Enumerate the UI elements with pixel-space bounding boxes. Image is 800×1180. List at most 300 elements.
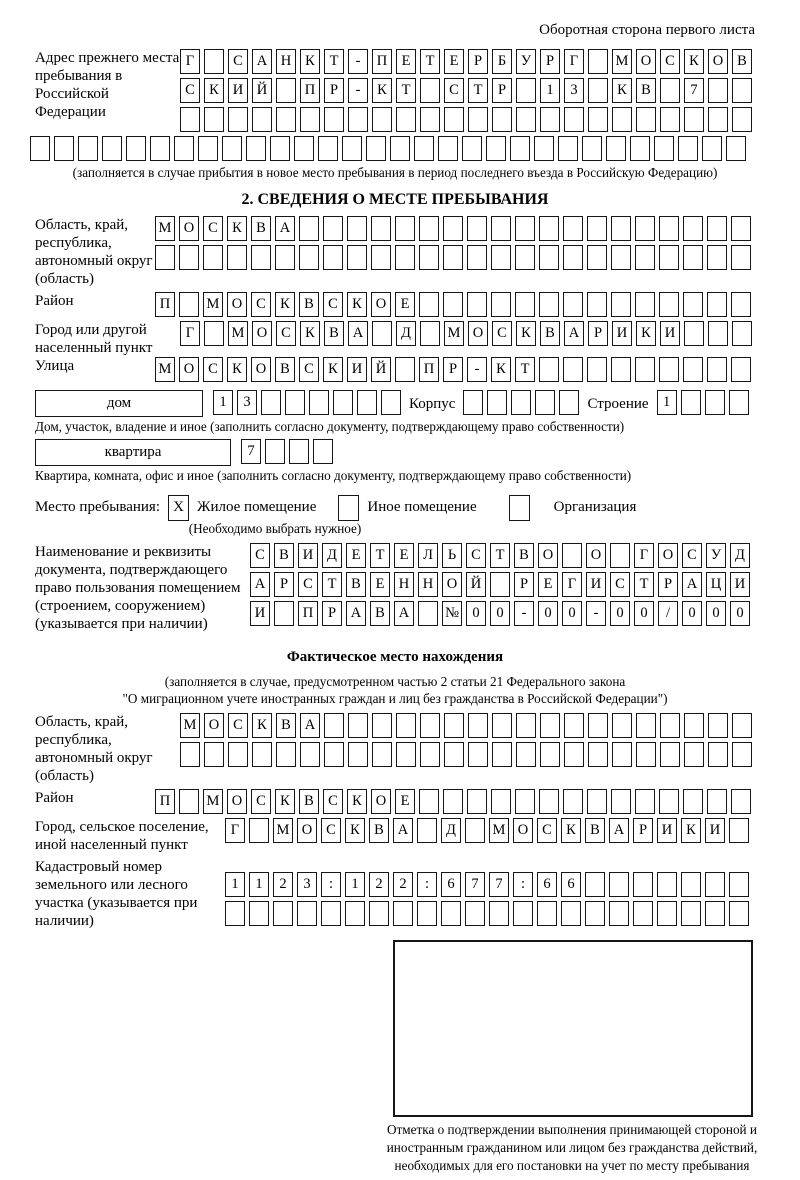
char-box[interactable]	[534, 136, 554, 161]
char-box[interactable]: К	[491, 357, 511, 382]
char-box[interactable]	[657, 872, 677, 897]
char-box[interactable]	[659, 789, 679, 814]
char-box[interactable]: К	[252, 713, 272, 738]
char-box[interactable]: Р	[633, 818, 653, 843]
char-box[interactable]: 2	[273, 872, 293, 897]
char-box[interactable]: С	[228, 49, 248, 74]
char-box[interactable]	[468, 713, 488, 738]
char-box[interactable]	[636, 713, 656, 738]
char-box[interactable]: В	[251, 216, 271, 241]
char-box[interactable]: Л	[418, 543, 438, 568]
char-box[interactable]	[707, 357, 727, 382]
char-box[interactable]	[708, 321, 728, 346]
char-box[interactable]	[414, 136, 434, 161]
char-box[interactable]: 0	[634, 601, 654, 626]
char-box[interactable]: М	[180, 713, 200, 738]
char-box[interactable]: Т	[468, 78, 488, 103]
char-box[interactable]	[563, 216, 583, 241]
char-box[interactable]: А	[393, 818, 413, 843]
char-box[interactable]	[150, 136, 170, 161]
char-box[interactable]: В	[370, 601, 390, 626]
char-box[interactable]	[318, 136, 338, 161]
char-box[interactable]	[559, 390, 579, 415]
char-box[interactable]	[659, 357, 679, 382]
char-box[interactable]	[347, 245, 367, 270]
char-box[interactable]: К	[227, 357, 247, 382]
char-box[interactable]: В	[732, 49, 752, 74]
char-box[interactable]	[582, 136, 602, 161]
char-box[interactable]: К	[345, 818, 365, 843]
char-box[interactable]: О	[708, 49, 728, 74]
char-box[interactable]: Н	[418, 572, 438, 597]
char-box[interactable]	[729, 872, 749, 897]
char-box[interactable]: А	[250, 572, 270, 597]
char-box[interactable]	[563, 292, 583, 317]
char-box[interactable]	[324, 107, 344, 132]
char-box[interactable]	[684, 321, 704, 346]
char-box[interactable]: У	[706, 543, 726, 568]
char-box[interactable]	[587, 245, 607, 270]
char-box[interactable]	[708, 713, 728, 738]
char-box[interactable]: В	[369, 818, 389, 843]
char-box[interactable]	[588, 49, 608, 74]
char-box[interactable]	[366, 136, 386, 161]
char-box[interactable]	[635, 216, 655, 241]
char-box[interactable]: И	[612, 321, 632, 346]
char-box[interactable]: В	[346, 572, 366, 597]
char-box[interactable]: Ь	[442, 543, 462, 568]
char-box[interactable]: Г	[225, 818, 245, 843]
char-box[interactable]	[636, 742, 656, 767]
char-box[interactable]	[468, 107, 488, 132]
char-box[interactable]: Р	[274, 572, 294, 597]
char-box[interactable]: О	[513, 818, 533, 843]
char-box[interactable]: П	[298, 601, 318, 626]
char-box[interactable]	[251, 245, 271, 270]
char-box[interactable]	[420, 107, 440, 132]
char-box[interactable]: С	[682, 543, 702, 568]
char-box[interactable]: М	[203, 789, 223, 814]
char-box[interactable]	[708, 742, 728, 767]
char-box[interactable]	[611, 357, 631, 382]
char-box[interactable]: Т	[324, 49, 344, 74]
char-box[interactable]: Н	[276, 49, 296, 74]
char-box[interactable]: Т	[370, 543, 390, 568]
char-box[interactable]	[372, 713, 392, 738]
char-box[interactable]	[513, 901, 533, 926]
char-box[interactable]: 0	[466, 601, 486, 626]
char-box[interactable]	[54, 136, 74, 161]
char-box[interactable]: 6	[537, 872, 557, 897]
char-box[interactable]: И	[228, 78, 248, 103]
char-box[interactable]	[563, 357, 583, 382]
char-box[interactable]	[443, 292, 463, 317]
char-box[interactable]	[660, 742, 680, 767]
char-box[interactable]	[419, 245, 439, 270]
char-box[interactable]	[300, 742, 320, 767]
char-box[interactable]	[612, 107, 632, 132]
char-box[interactable]: О	[371, 789, 391, 814]
char-box[interactable]: А	[252, 49, 272, 74]
char-box[interactable]	[465, 901, 485, 926]
char-box[interactable]	[174, 136, 194, 161]
char-box[interactable]	[684, 107, 704, 132]
char-box[interactable]: П	[419, 357, 439, 382]
char-box[interactable]	[683, 245, 703, 270]
char-box[interactable]	[348, 742, 368, 767]
char-box[interactable]: С	[203, 357, 223, 382]
char-box[interactable]: Ц	[706, 572, 726, 597]
char-box[interactable]: П	[155, 789, 175, 814]
char-box[interactable]: С	[180, 78, 200, 103]
char-box[interactable]: С	[203, 216, 223, 241]
char-box[interactable]: 1	[213, 390, 233, 415]
char-box[interactable]	[487, 390, 507, 415]
char-box[interactable]: 3	[564, 78, 584, 103]
char-box[interactable]	[729, 390, 749, 415]
char-box[interactable]: 1	[249, 872, 269, 897]
char-box[interactable]	[539, 357, 559, 382]
char-box[interactable]	[630, 136, 650, 161]
char-box[interactable]: К	[275, 789, 295, 814]
char-box[interactable]: С	[610, 572, 630, 597]
stay-type-checkbox-organization[interactable]	[509, 495, 530, 521]
char-box[interactable]	[708, 78, 728, 103]
char-box[interactable]	[486, 136, 506, 161]
char-box[interactable]: Р	[540, 49, 560, 74]
char-box[interactable]: В	[299, 292, 319, 317]
char-box[interactable]: Г	[564, 49, 584, 74]
char-box[interactable]: И	[730, 572, 750, 597]
char-box[interactable]	[393, 901, 413, 926]
char-box[interactable]	[587, 789, 607, 814]
char-box[interactable]: С	[298, 572, 318, 597]
char-box[interactable]: 0	[538, 601, 558, 626]
char-box[interactable]	[323, 216, 343, 241]
char-box[interactable]	[732, 107, 752, 132]
char-box[interactable]: М	[155, 357, 175, 382]
char-box[interactable]: К	[636, 321, 656, 346]
char-box[interactable]	[587, 216, 607, 241]
char-box[interactable]: 1	[345, 872, 365, 897]
char-box[interactable]	[660, 107, 680, 132]
char-box[interactable]	[585, 872, 605, 897]
char-box[interactable]	[635, 292, 655, 317]
char-box[interactable]: Т	[396, 78, 416, 103]
char-box[interactable]: 7	[465, 872, 485, 897]
char-box[interactable]	[659, 245, 679, 270]
char-box[interactable]	[342, 136, 362, 161]
char-box[interactable]	[204, 742, 224, 767]
char-box[interactable]: С	[251, 789, 271, 814]
char-box[interactable]: И	[586, 572, 606, 597]
char-box[interactable]	[537, 901, 557, 926]
char-box[interactable]	[441, 901, 461, 926]
char-box[interactable]	[467, 216, 487, 241]
char-box[interactable]	[444, 713, 464, 738]
char-box[interactable]: К	[372, 78, 392, 103]
char-box[interactable]	[564, 713, 584, 738]
char-box[interactable]	[705, 901, 725, 926]
char-box[interactable]	[395, 216, 415, 241]
char-box[interactable]	[732, 321, 752, 346]
char-box[interactable]	[732, 78, 752, 103]
char-box[interactable]: С	[276, 321, 296, 346]
char-box[interactable]	[492, 107, 512, 132]
char-box[interactable]	[395, 245, 415, 270]
char-box[interactable]: :	[321, 872, 341, 897]
char-box[interactable]	[274, 601, 294, 626]
char-box[interactable]	[417, 901, 437, 926]
char-box[interactable]	[396, 107, 416, 132]
char-box[interactable]	[357, 390, 377, 415]
char-box[interactable]	[707, 245, 727, 270]
char-box[interactable]	[731, 789, 751, 814]
char-box[interactable]	[261, 390, 281, 415]
char-box[interactable]	[707, 789, 727, 814]
char-box[interactable]	[180, 107, 200, 132]
char-box[interactable]	[539, 216, 559, 241]
char-box[interactable]	[515, 292, 535, 317]
char-box[interactable]: :	[417, 872, 437, 897]
char-box[interactable]	[467, 789, 487, 814]
char-box[interactable]: Р	[514, 572, 534, 597]
char-box[interactable]	[491, 789, 511, 814]
char-box[interactable]	[324, 742, 344, 767]
char-box[interactable]	[179, 292, 199, 317]
char-box[interactable]	[396, 713, 416, 738]
char-box[interactable]	[562, 543, 582, 568]
char-box[interactable]: 0	[490, 601, 510, 626]
char-box[interactable]	[321, 901, 341, 926]
char-box[interactable]	[708, 107, 728, 132]
char-box[interactable]: М	[228, 321, 248, 346]
char-box[interactable]	[683, 216, 703, 241]
char-box[interactable]: Е	[395, 292, 415, 317]
char-box[interactable]	[333, 390, 353, 415]
char-box[interactable]	[348, 107, 368, 132]
char-box[interactable]	[179, 245, 199, 270]
char-box[interactable]	[635, 789, 655, 814]
char-box[interactable]: О	[658, 543, 678, 568]
char-box[interactable]	[347, 216, 367, 241]
char-box[interactable]: О	[586, 543, 606, 568]
char-box[interactable]	[611, 216, 631, 241]
char-box[interactable]	[612, 742, 632, 767]
char-box[interactable]	[705, 390, 725, 415]
char-box[interactable]: С	[321, 818, 341, 843]
char-box[interactable]	[535, 390, 555, 415]
char-box[interactable]: 7	[684, 78, 704, 103]
char-box[interactable]	[227, 245, 247, 270]
char-box[interactable]: Й	[371, 357, 391, 382]
char-box[interactable]: 0	[706, 601, 726, 626]
char-box[interactable]: Т	[490, 543, 510, 568]
char-box[interactable]	[228, 107, 248, 132]
char-box[interactable]	[78, 136, 98, 161]
char-box[interactable]: С	[299, 357, 319, 382]
char-box[interactable]	[585, 901, 605, 926]
char-box[interactable]	[609, 872, 629, 897]
char-box[interactable]	[372, 107, 392, 132]
char-box[interactable]	[587, 292, 607, 317]
char-box[interactable]	[515, 245, 535, 270]
char-box[interactable]: Д	[730, 543, 750, 568]
char-box[interactable]	[633, 872, 653, 897]
char-box[interactable]: И	[705, 818, 725, 843]
char-box[interactable]: И	[660, 321, 680, 346]
char-box[interactable]: Д	[441, 818, 461, 843]
char-box[interactable]: В	[636, 78, 656, 103]
char-box[interactable]	[683, 292, 703, 317]
char-box[interactable]: 1	[540, 78, 560, 103]
char-box[interactable]	[606, 136, 626, 161]
char-box[interactable]	[443, 789, 463, 814]
char-box[interactable]: О	[442, 572, 462, 597]
char-box[interactable]: А	[394, 601, 414, 626]
char-box[interactable]	[265, 439, 285, 464]
char-box[interactable]	[381, 390, 401, 415]
char-box[interactable]: Й	[466, 572, 486, 597]
char-box[interactable]: О	[538, 543, 558, 568]
char-box[interactable]	[222, 136, 242, 161]
char-box[interactable]	[563, 789, 583, 814]
char-box[interactable]: К	[300, 49, 320, 74]
char-box[interactable]: 6	[561, 872, 581, 897]
char-box[interactable]: С	[660, 49, 680, 74]
char-box[interactable]	[563, 245, 583, 270]
char-box[interactable]: -	[348, 49, 368, 74]
char-box[interactable]	[561, 901, 581, 926]
char-box[interactable]	[419, 216, 439, 241]
char-box[interactable]	[180, 742, 200, 767]
char-box[interactable]	[285, 390, 305, 415]
char-box[interactable]: П	[155, 292, 175, 317]
char-box[interactable]	[198, 136, 218, 161]
char-box[interactable]: Е	[346, 543, 366, 568]
char-box[interactable]: 1	[225, 872, 245, 897]
char-box[interactable]: В	[276, 713, 296, 738]
char-box[interactable]	[492, 713, 512, 738]
char-box[interactable]: К	[227, 216, 247, 241]
char-box[interactable]	[323, 245, 343, 270]
char-box[interactable]	[419, 292, 439, 317]
char-box[interactable]: А	[300, 713, 320, 738]
char-box[interactable]: К	[204, 78, 224, 103]
char-box[interactable]	[491, 216, 511, 241]
char-box[interactable]: В	[324, 321, 344, 346]
char-box[interactable]: К	[347, 789, 367, 814]
char-box[interactable]: А	[682, 572, 702, 597]
char-box[interactable]: О	[468, 321, 488, 346]
char-box[interactable]	[659, 216, 679, 241]
char-box[interactable]: 2	[369, 872, 389, 897]
char-box[interactable]: :	[513, 872, 533, 897]
char-box[interactable]: В	[585, 818, 605, 843]
char-box[interactable]	[515, 216, 535, 241]
char-box[interactable]: А	[564, 321, 584, 346]
char-box[interactable]: Б	[492, 49, 512, 74]
char-box[interactable]: С	[250, 543, 270, 568]
char-box[interactable]: -	[348, 78, 368, 103]
char-box[interactable]: О	[371, 292, 391, 317]
char-box[interactable]: А	[275, 216, 295, 241]
char-box[interactable]	[289, 439, 309, 464]
char-box[interactable]	[588, 78, 608, 103]
char-box[interactable]: С	[228, 713, 248, 738]
char-box[interactable]	[707, 216, 727, 241]
char-box[interactable]: М	[489, 818, 509, 843]
char-box[interactable]	[515, 789, 535, 814]
char-box[interactable]	[516, 742, 536, 767]
char-box[interactable]: У	[516, 49, 536, 74]
char-box[interactable]	[492, 742, 512, 767]
char-box[interactable]	[390, 136, 410, 161]
char-box[interactable]	[660, 713, 680, 738]
char-box[interactable]: К	[275, 292, 295, 317]
char-box[interactable]: П	[372, 49, 392, 74]
char-box[interactable]	[420, 78, 440, 103]
char-box[interactable]: Т	[634, 572, 654, 597]
char-box[interactable]	[252, 107, 272, 132]
char-box[interactable]	[348, 713, 368, 738]
char-box[interactable]	[564, 107, 584, 132]
char-box[interactable]	[276, 107, 296, 132]
char-box[interactable]	[660, 78, 680, 103]
char-box[interactable]	[635, 357, 655, 382]
char-box[interactable]: Г	[180, 49, 200, 74]
char-box[interactable]: А	[346, 601, 366, 626]
char-box[interactable]	[729, 901, 749, 926]
char-box[interactable]	[491, 292, 511, 317]
char-box[interactable]	[702, 136, 722, 161]
char-box[interactable]	[313, 439, 333, 464]
char-box[interactable]: Е	[396, 49, 416, 74]
char-box[interactable]	[731, 292, 751, 317]
char-box[interactable]	[539, 292, 559, 317]
char-box[interactable]	[372, 742, 392, 767]
char-box[interactable]: К	[612, 78, 632, 103]
char-box[interactable]	[371, 245, 391, 270]
char-box[interactable]: Г	[180, 321, 200, 346]
char-box[interactable]	[539, 789, 559, 814]
char-box[interactable]	[681, 872, 701, 897]
char-box[interactable]	[490, 572, 510, 597]
char-box[interactable]: Р	[658, 572, 678, 597]
char-box[interactable]: К	[347, 292, 367, 317]
char-box[interactable]: В	[514, 543, 534, 568]
stay-type-checkbox-other[interactable]	[338, 495, 359, 521]
char-box[interactable]: С	[251, 292, 271, 317]
char-box[interactable]	[369, 901, 389, 926]
char-box[interactable]: 3	[297, 872, 317, 897]
char-box[interactable]	[395, 357, 415, 382]
char-box[interactable]	[633, 901, 653, 926]
char-box[interactable]	[654, 136, 674, 161]
char-box[interactable]	[540, 713, 560, 738]
char-box[interactable]	[102, 136, 122, 161]
char-box[interactable]	[252, 742, 272, 767]
char-box[interactable]	[345, 901, 365, 926]
char-box[interactable]	[489, 901, 509, 926]
char-box[interactable]	[510, 136, 530, 161]
char-box[interactable]: №	[442, 601, 462, 626]
char-box[interactable]	[204, 107, 224, 132]
char-box[interactable]	[300, 107, 320, 132]
char-box[interactable]	[558, 136, 578, 161]
char-box[interactable]	[678, 136, 698, 161]
char-box[interactable]	[726, 136, 746, 161]
